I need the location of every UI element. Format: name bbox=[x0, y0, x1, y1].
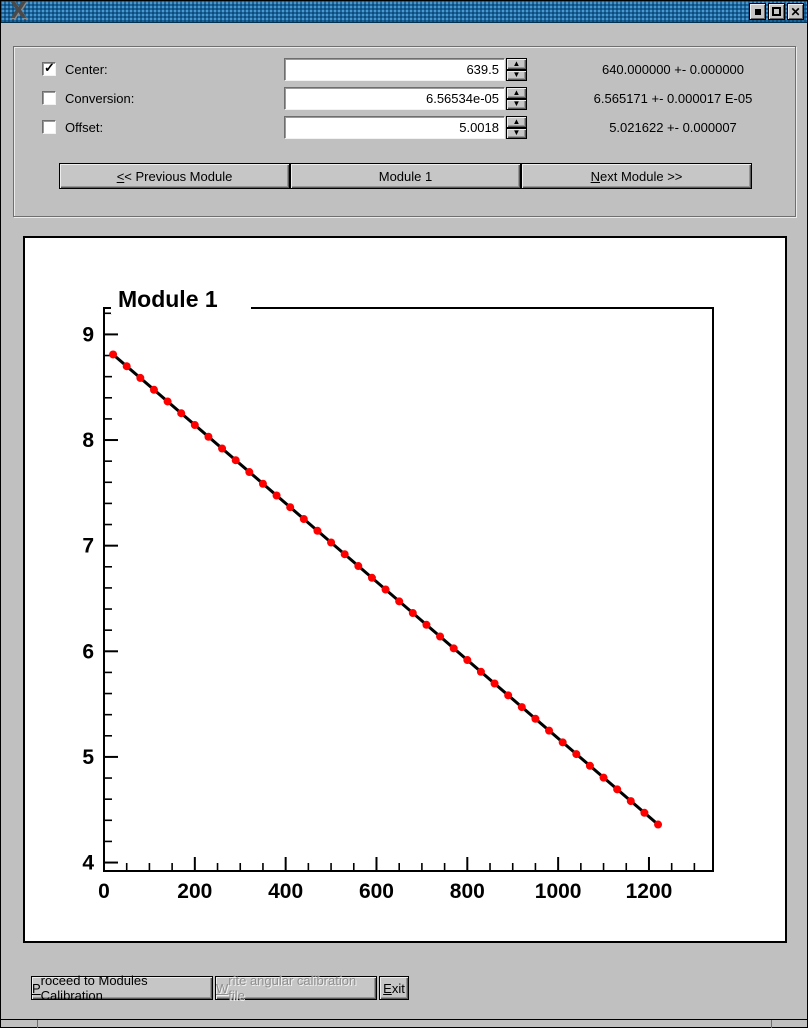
module-navigation bbox=[59, 163, 752, 189]
center-input[interactable] bbox=[284, 58, 505, 81]
conversion-label: Conversion: bbox=[65, 91, 135, 106]
conversion-row bbox=[1, 89, 808, 113]
resize-grip-right bbox=[771, 1020, 772, 1028]
center-label: Center: bbox=[65, 62, 108, 77]
center-row bbox=[1, 60, 808, 84]
center-spinner bbox=[506, 58, 527, 81]
svg-text:8: 8 bbox=[82, 429, 94, 453]
close-icon: ✕ bbox=[790, 4, 801, 19]
offset-row bbox=[1, 118, 808, 142]
center-spin-down-icon[interactable]: ▼ bbox=[506, 70, 527, 82]
conversion-spin-up-icon[interactable]: ▲ bbox=[506, 87, 527, 99]
next-module-button[interactable]: N ext Module >> bbox=[521, 163, 752, 189]
offset-spin-down-icon[interactable]: ▼ bbox=[506, 128, 527, 140]
center-checkbox[interactable] bbox=[42, 62, 56, 76]
minimize-icon bbox=[755, 9, 761, 15]
offset-input[interactable] bbox=[284, 116, 505, 139]
svg-text:600: 600 bbox=[358, 880, 395, 903]
conversion-spin-down-icon[interactable]: ▼ bbox=[506, 99, 527, 111]
current-module-button[interactable]: Module 1 bbox=[290, 163, 521, 189]
svg-text:400: 400 bbox=[268, 880, 304, 903]
module-plot bbox=[25, 238, 785, 941]
svg-text:1200: 1200 bbox=[625, 880, 673, 903]
window-titlebar[interactable] bbox=[1, 1, 807, 23]
offset-checkbox[interactable] bbox=[42, 120, 56, 134]
offset-result-value: 5.021622 +- 0.000007 bbox=[609, 120, 737, 135]
center-spin-up-icon[interactable]: ▲ bbox=[506, 58, 527, 70]
conversion-input[interactable] bbox=[284, 87, 505, 110]
svg-text:9: 9 bbox=[82, 323, 94, 347]
center-result-value: 640.000000 +- 0.000000 bbox=[601, 62, 745, 77]
maximize-button[interactable] bbox=[768, 3, 785, 20]
svg-text:1000: 1000 bbox=[534, 880, 582, 903]
svg-text:6: 6 bbox=[82, 640, 94, 664]
exit-button[interactable]: E xit bbox=[379, 976, 409, 1000]
proceed-to-modules-calibration-button[interactable]: P roceed to Modules Calibration bbox=[31, 976, 213, 1000]
data-points bbox=[109, 350, 662, 828]
minimize-button[interactable] bbox=[749, 3, 766, 20]
offset-label: Offset: bbox=[65, 120, 104, 135]
checkmark-icon: ✓ bbox=[44, 60, 55, 75]
offset-spin-up-icon[interactable]: ▲ bbox=[506, 116, 527, 128]
conversion-spinner bbox=[506, 87, 527, 110]
resize-grip-left bbox=[37, 1020, 38, 1028]
write-angular-calibration-file-button: W rite angular calibration file bbox=[215, 976, 377, 1000]
conversion-checkbox[interactable] bbox=[42, 91, 56, 105]
x11-logo-icon: X bbox=[10, 0, 27, 24]
conversion-result-value: 6.565171 +- 0.000017 E-05 bbox=[593, 91, 753, 106]
svg-text:0: 0 bbox=[98, 880, 110, 903]
titlebar-buttons bbox=[749, 3, 804, 20]
svg-text:200: 200 bbox=[177, 880, 213, 903]
svg-text:4: 4 bbox=[82, 851, 94, 875]
previous-module-button[interactable]: < < Previous Module bbox=[59, 163, 290, 189]
maximize-icon bbox=[772, 7, 781, 16]
window-bottom-border[interactable] bbox=[1, 1019, 807, 1027]
svg-text:7: 7 bbox=[82, 534, 94, 558]
svg-text:800: 800 bbox=[449, 880, 485, 903]
plot-canvas bbox=[23, 236, 787, 943]
offset-spinner bbox=[506, 116, 527, 139]
svg-text:5: 5 bbox=[82, 745, 94, 769]
plot-title: Module 1 bbox=[118, 286, 218, 312]
close-button[interactable] bbox=[787, 3, 804, 20]
